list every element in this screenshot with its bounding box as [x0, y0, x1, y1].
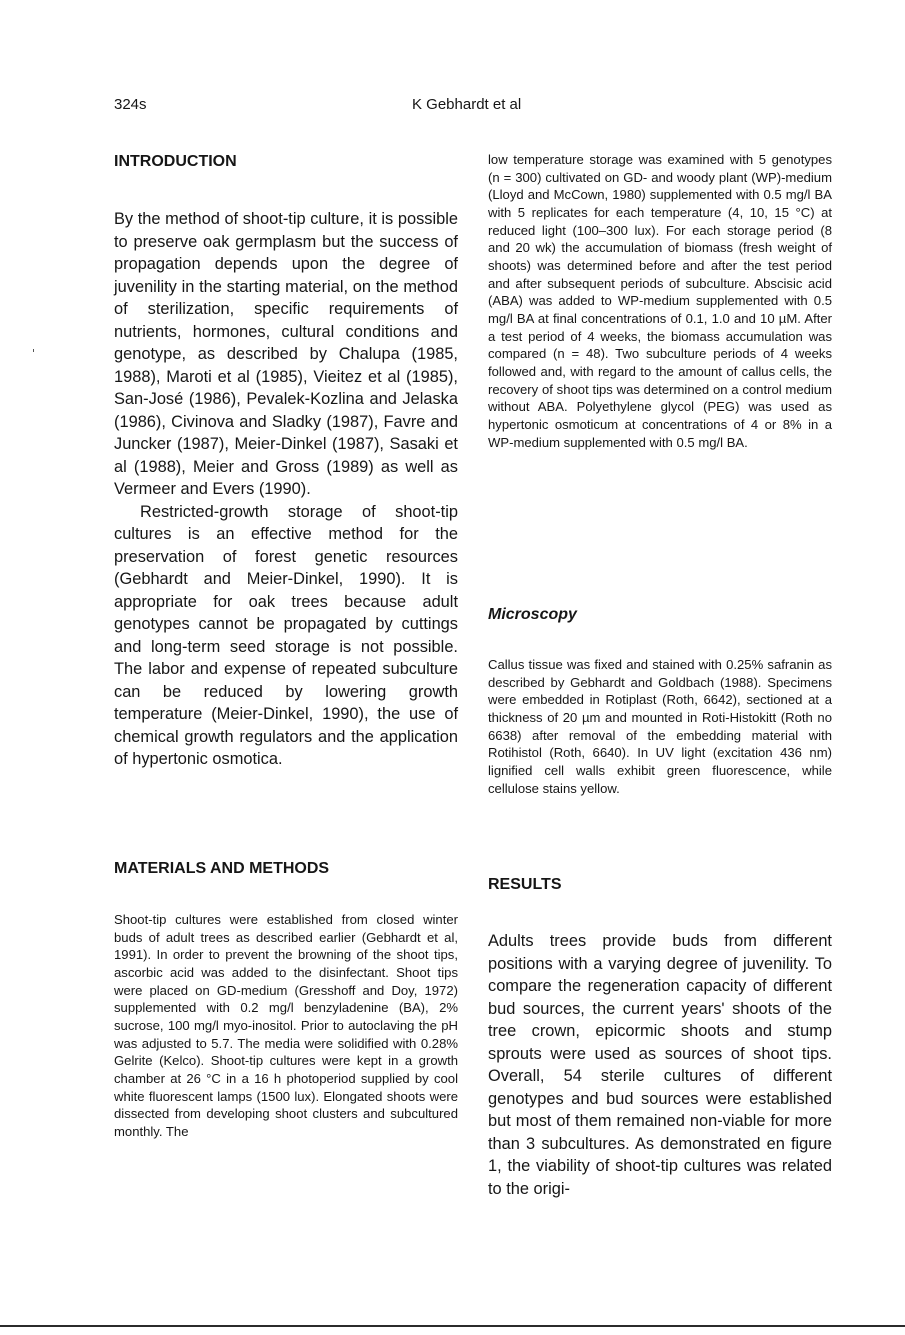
results-heading: RESULTS [488, 876, 562, 893]
microscopy-section [488, 606, 832, 624]
microscopy-heading: Microscopy [488, 606, 577, 623]
microscopy-paragraph-1: Callus tissue was fixed and stained with 0.25% safranin as described by Gebhardt and Goldbach (1988). Specimens were embedded in Rotiplast (Roth, 6642), sectioned at a thickness of 20 µm and mounted in Roti-Histokitt (Roth no 6638) after removal of the embedding material with Rotihistol (Roth, 6640). In UV light (excitation 436 nm) lignified cell walls exhibit green fluorescence, while cellulose stains yellow. [488, 657, 832, 796]
running-title: K Gebhardt et al [412, 96, 522, 113]
right-column-top [488, 151, 832, 451]
results-body [488, 930, 832, 1200]
margin-mark [33, 349, 34, 352]
methods-section [114, 860, 458, 878]
introduction-heading: INTRODUCTION [114, 153, 237, 170]
results-section [488, 876, 832, 894]
methods-paragraph-continued: low temperature storage was examined with 5 genotypes (n = 300) cultivated on GD- and woody plant (WP)-medium (Lloyd and McCown, 1980) supplemented with 0.5 mg/l BA with 5 replicates for each temperature (4, 10, 15 °C) at reduced light (100–300 lux). For each storage period (8 and 20 wk) the accumulation of biomass (fresh weight of shoots) was determined before and after the test period and after subsequent periods of subculture. Abscisic acid (ABA) was added to WP-medium supplemented with 0.5 mg/l BA at final concentrations of 0.1, 1.0 and 10 µM. After a test period of 4 weeks, the biomass accumulation was compared (n = 48). Two subculture periods of 4 weeks followed and, with regard to the amount of callus cells, the recovery of shoot tips was determined on a control medium without ABA. Polyethylene glycol (PEG) was used as hypertonic osmoticum at concentrations of 4 or 8% in a WP-medium supplemented with 0.5 mg/l BA. [488, 152, 832, 450]
methods-paragraph-1: Shoot-tip cultures were established from closed winter buds of adult trees as described earlier (Gebhardt et al, 1991). In order to prevent the browning of the shoot tips, ascorbic acid was added to the disinfectant. Shoot tips were placed on GD-medium (Gresshoff and Doy, 1972) supplemented with 0.2 mg/l benzyladenine (BA), 2% sucrose, 100 mg/l myo-inositol. Prior to autoclaving the pH was adjusted to 5.7. The media were solidified with 0.28% Gelrite (Kelco). Shoot-tip cultures were kept in a growth chamber at 26 °C in a 16 h photoperiod supplied by cool white fluorescent lamps (1500 lux). Elongated shoots were dissected from developing shoot clusters and subcultured monthly. The [114, 912, 458, 1139]
microscopy-body [488, 656, 832, 797]
methods-body [114, 911, 458, 1141]
methods-heading: MATERIALS AND METHODS [114, 860, 330, 877]
introduction-paragraph-1: By the method of shoot-tip culture, it is possible to preserve oak germplasm but the success of propagation depends upon the degree of juvenility in the starting material, on the method of sterilization, specific requirements of nutrients, hormones, cultural conditions and genotype, as described by Chalupa (1985, 1988), Maroti et al (1985), Vieitez et al (1985), San-José (1986), Pevalek-Kozlina and Jelaska (1986), Civinova and Sladky (1987), Favre and Juncker (1987), Meier-Dinkel (1987), Sasaki et al (1988), Meier and Gross (1989) as well as Vermeer and Evers (1990). [114, 210, 458, 498]
bottom-rule [0, 1325, 905, 1327]
results-paragraph-1: Adults trees provide buds from different positions with a varying degree of juvenility. To compare the regeneration capacity of different bud sources, the current years' shoots of the tree crown, epicormic shoots and stump sprouts were used as sources of shoot tips. Overall, 54 sterile cultures of different genotypes and bud sources were established but most of them remained non-viable for more than 3 subcultures. As demonstrated en figure 1, the viability of shoot-tip cultures was related to the origi- [488, 932, 832, 1198]
introduction-paragraph-2: Restricted-growth storage of shoot-tip cultures is an effective method for the preservation of forest genetic resources (Gebhardt and Meier-Dinkel, 1990). It is appropriate for oak trees because adult genotypes cannot be propagated by cuttings and long-term seed storage is not possible. The labor and expense of repeated subculture can be reduced by lowering growth temperature (Meier-Dinkel, 1990), the use of chemical growth regulators and the application of hypertonic osmotica. [114, 502, 458, 768]
left-column [114, 153, 458, 771]
page-number: 324s [114, 96, 147, 113]
